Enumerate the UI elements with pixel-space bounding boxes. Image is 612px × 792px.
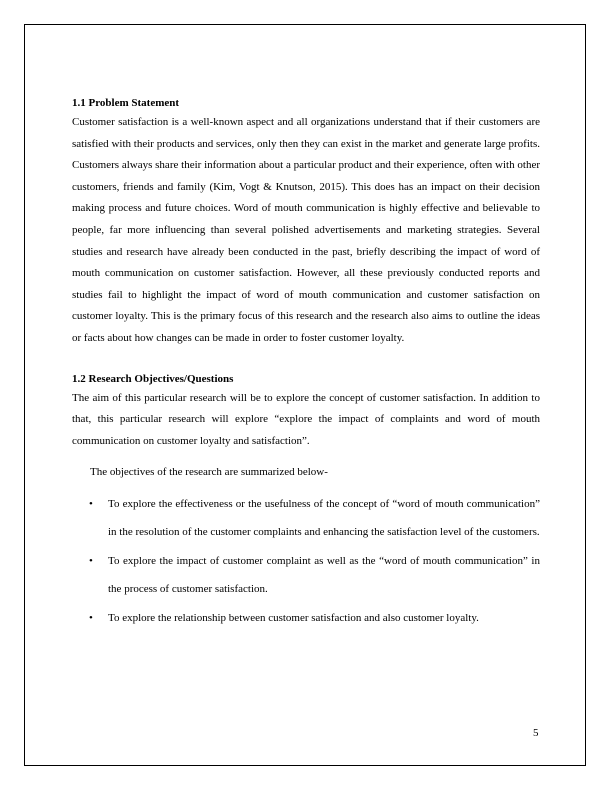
bullet-icon: •	[89, 554, 93, 567]
objectives-list	[72, 490, 540, 633]
bullet-icon: •	[89, 497, 93, 510]
page-number: 5	[533, 727, 539, 739]
problem-statement-paragraph: Customer satisfaction is a well-known aspect and all organizations understand that if their customers are satisfied with their products and services, only then they can exist in the market and generate large profits. Customers always share their information about a particular product and their experience, often with other customers, friends and family (Kim, Vogt & Knutson, 2015). This does has an impact on their decision making process and future choices. Word of mouth communication is highly effective and believable to people, far more influencing than several polished advertisements and marketing strategies. Several studies and research have already been conducted in the past, briefly describing the impact of word of mouth communication on customer satisfaction. However, all these previously conducted reports and studies fail to highlight the impact of word of mouth communication and customer satisfaction on customer loyalty. This is the primary focus of this research and the research also aims to outline the ideas or facts about how changes can be made in order to foster customer loyalty.	[72, 116, 540, 344]
research-objectives-paragraph: The aim of this particular research will be to explore the concept of customer satisfaction. In addition to that, this particular research will explore “explore the impact of complaints and word of mouth communication on customer loyalty and satisfaction”.	[72, 391, 540, 447]
objective-text: To explore the relationship between customer satisfaction and also customer loyalty.	[108, 611, 479, 624]
document-body	[72, 95, 540, 632]
bullet-icon: •	[89, 611, 93, 624]
objective-item	[72, 490, 540, 547]
objectives-intro: The objectives of the research are summarized below-	[90, 466, 328, 479]
objective-text: To explore the impact of customer complaint as well as the “word of mouth communication” in the process of customer satisfaction.	[108, 554, 540, 596]
objective-item	[72, 604, 540, 633]
section-heading-problem-statement: 1.1 Problem Statement	[72, 97, 180, 109]
section-heading-research-objectives: 1.2 Research Objectives/Questions	[72, 372, 234, 385]
objective-item	[72, 547, 540, 604]
section-spacer	[72, 350, 540, 371]
objective-text: To explore the effectiveness or the usefulness of the concept of “word of mouth communication” in the resolution of the customer complaints and enhancing the satisfaction level of the customers.	[108, 497, 540, 539]
